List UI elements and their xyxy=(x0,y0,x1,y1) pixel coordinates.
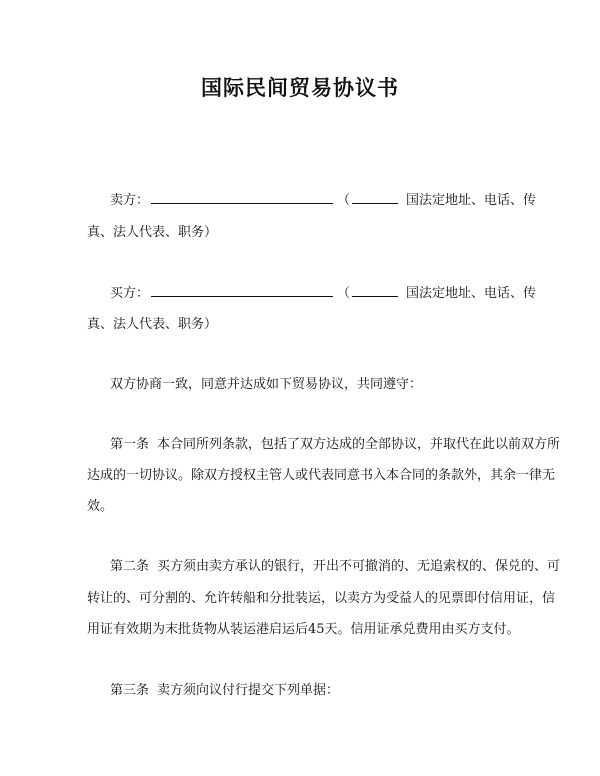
buyer-note-line2: 真、法人代表、职务） xyxy=(87,317,218,332)
seller-country-blank xyxy=(352,191,398,204)
article2-text1: 买方须由卖方承认的银行，开出不可撤消的、无追索权的、保兑的、可 xyxy=(157,559,561,574)
buyer-label: 买方： xyxy=(110,286,150,301)
intro-paragraph: 双方协商一致，同意并达成如下贸易协议，共同遵守： xyxy=(110,377,423,392)
document-title: 国际民间贸易协议书 xyxy=(201,76,399,100)
article1-line1 xyxy=(110,435,561,455)
article1-text1: 本合同所列条款，包括了双方达成的全部协议，并取代在此以前双方所 xyxy=(157,437,561,452)
buyer-name-blank xyxy=(151,284,333,297)
buyer-paren: （ xyxy=(337,286,351,301)
seller-name-blank xyxy=(151,191,333,204)
buyer-note-line1: 国法定地址、电话、传 xyxy=(406,286,537,301)
buyer-country-blank xyxy=(352,284,398,297)
article2-heading: 第二条 xyxy=(110,559,150,574)
buyer-line xyxy=(110,284,537,304)
article2-line1 xyxy=(110,557,561,577)
article3-heading: 第三条 xyxy=(110,683,150,698)
seller-label: 卖方： xyxy=(110,193,150,208)
article1-line2: 达成的一切协议。除双方授权主管人或代表同意书入本合同的条款外，其余一律无 xyxy=(87,468,556,483)
article3-line1 xyxy=(110,681,517,701)
seller-line xyxy=(110,191,537,211)
seller-paren: （ xyxy=(337,193,351,208)
article2-line2: 转让的、可分割的、允许转船和分批装运，以卖方为受益人的见票即付信用证，信 xyxy=(87,591,556,606)
article1-heading: 第一条 xyxy=(110,437,150,452)
seller-note-line2: 真、法人代表、职务） xyxy=(87,225,218,240)
seller-note-line1: 国法定地址、电话、传 xyxy=(406,193,537,208)
article1-line3: 效。 xyxy=(87,499,114,514)
article2-line3: 用证有效期为末批货物从装运港启运后45天。信用证承兑费用由买方支付。 xyxy=(87,622,520,637)
article3-text1: 卖方须向议付行提交下列单据： xyxy=(157,683,340,698)
